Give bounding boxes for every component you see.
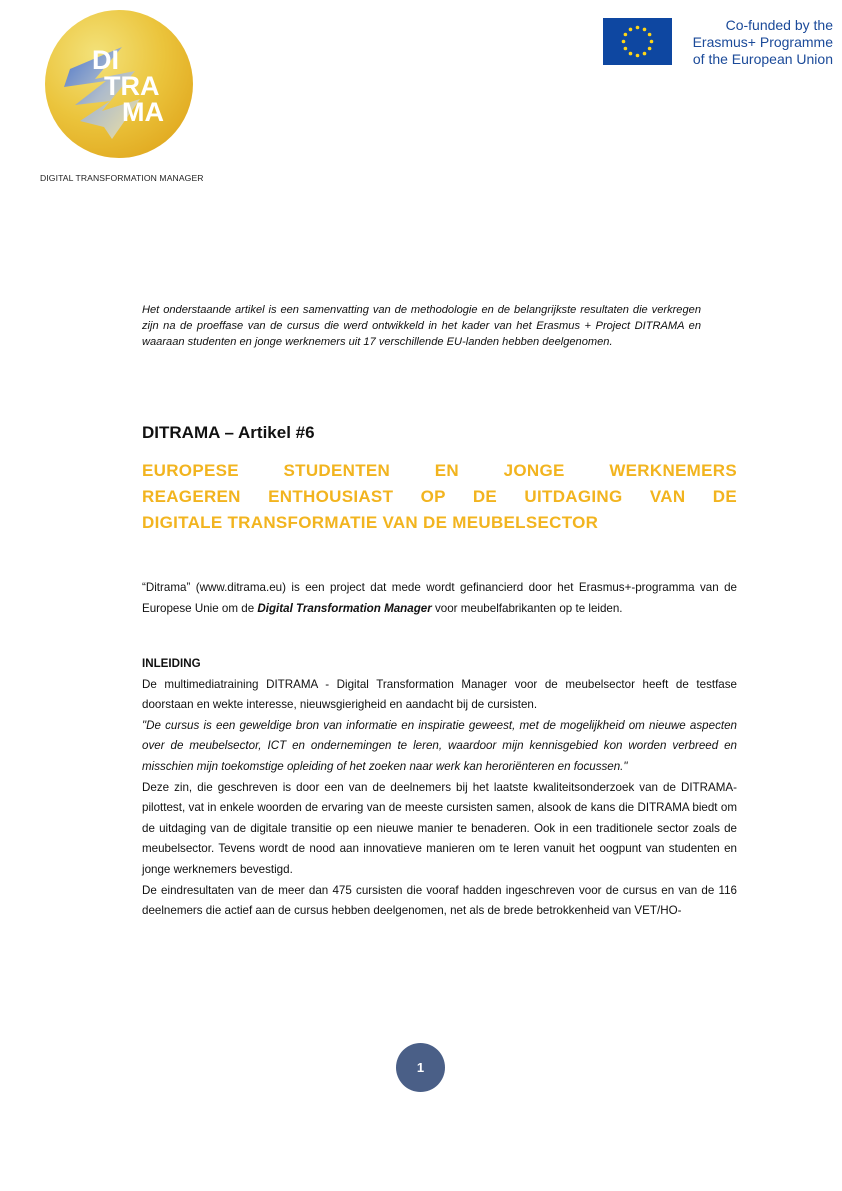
headline-line-3: DIGITALE TRANSFORMATIE VAN DE MEUBELSECTOR (142, 513, 599, 532)
svg-text:TRA: TRA (104, 71, 160, 101)
headline-line-1: EUROPESE STUDENTEN EN JONGE WERKNEMERS (142, 461, 737, 480)
lead-emphasis: Digital Transformation Manager (257, 602, 432, 615)
body-paragraph-1: De multimediatraining DITRAMA - Digital Transformation Manager voor de meubelsector heeft de testfase doorstaan en wekte interesse, nieuwsgierigheid en aandacht bij de cursisten. (142, 677, 737, 712)
lead-paragraph (142, 577, 737, 619)
article-body (142, 654, 737, 922)
eu-line-2: Erasmus+ Programme (692, 34, 833, 50)
lead-text-1: “Ditrama” (www.ditrama.eu) is een project dat mede wordt gefinancierd door het Erasmus+-programma van de Europese Unie om de (142, 581, 737, 615)
body-paragraph-3: De eindresultaten van de meer dan 475 cursisten die vooraf hadden ingeschreven voor de cursus en van de 116 deelnemers die actief aan de cursus hebben deelgenomen, net als de brede betrokkenheid van VET/HO- (142, 883, 737, 918)
logo-subtitle: DIGITAL TRANSFORMATION MANAGER (40, 173, 204, 183)
ditrama-logo (40, 9, 198, 159)
intro-paragraph: Het onderstaande artikel is een samenvatting van de methodologie en de belangrijkste resultaten die verkregen zijn na de proeffase van de cursus die werd ontwikkeld in het kader van het Erasmus + Project DITRAMA en waaraan studenten en jonge werknemers uit 17 verschillende EU-landen hebben deelgenomen. (142, 304, 701, 348)
eu-cofunding-text (683, 17, 833, 68)
eu-line-3: of the European Union (692, 51, 833, 67)
headline-line-2: REAGEREN ENTHOUSIAST OP DE UITDAGING VAN DE (142, 487, 737, 506)
article-label: DITRAMA – Artikel #6 (142, 423, 315, 442)
eu-line-1: Co-funded by the (725, 17, 833, 33)
article-headline (142, 458, 737, 536)
participant-quote: "De cursus is een geweldige bron van informatie en inspiratie geweest, met de mogelijkheid om nieuwe aspecten over de meubelsector, ICT en ondernemingen te leren, waardoor mijn kennisgebied kon worden verbreed en misschien mijn toekomstige opleiding of het zoeken naar werk kan heroriënteren en focussen." (142, 718, 737, 773)
section-title: INLEIDING (142, 657, 201, 670)
svg-text:DI: DI (92, 45, 119, 75)
lead-text-2: voor meubelfabrikanten op te leiden. (431, 602, 623, 615)
svg-text:MA: MA (122, 97, 164, 127)
body-paragraph-2: Deze zin, die geschreven is door een van de deelnemers bij het laatste kwaliteitsonderzoek van de DITRAMA-pilottest, vat in enkele woorden de ervaring van de meeste cursisten samen, alsook de kans die DITRAMA biedt om de uitdaging van de digitale transitie op een nieuwe manier te benaderen. Ook in een traditionele sector zoals de meubelsector. Tevens wordt de nood aan innovatieve manieren om te leren vanuit het oogpunt van studenten en jonge werknemers bevestigd. (142, 780, 737, 876)
eu-flag-icon (603, 18, 672, 65)
page-number-badge: 1 (396, 1043, 445, 1092)
